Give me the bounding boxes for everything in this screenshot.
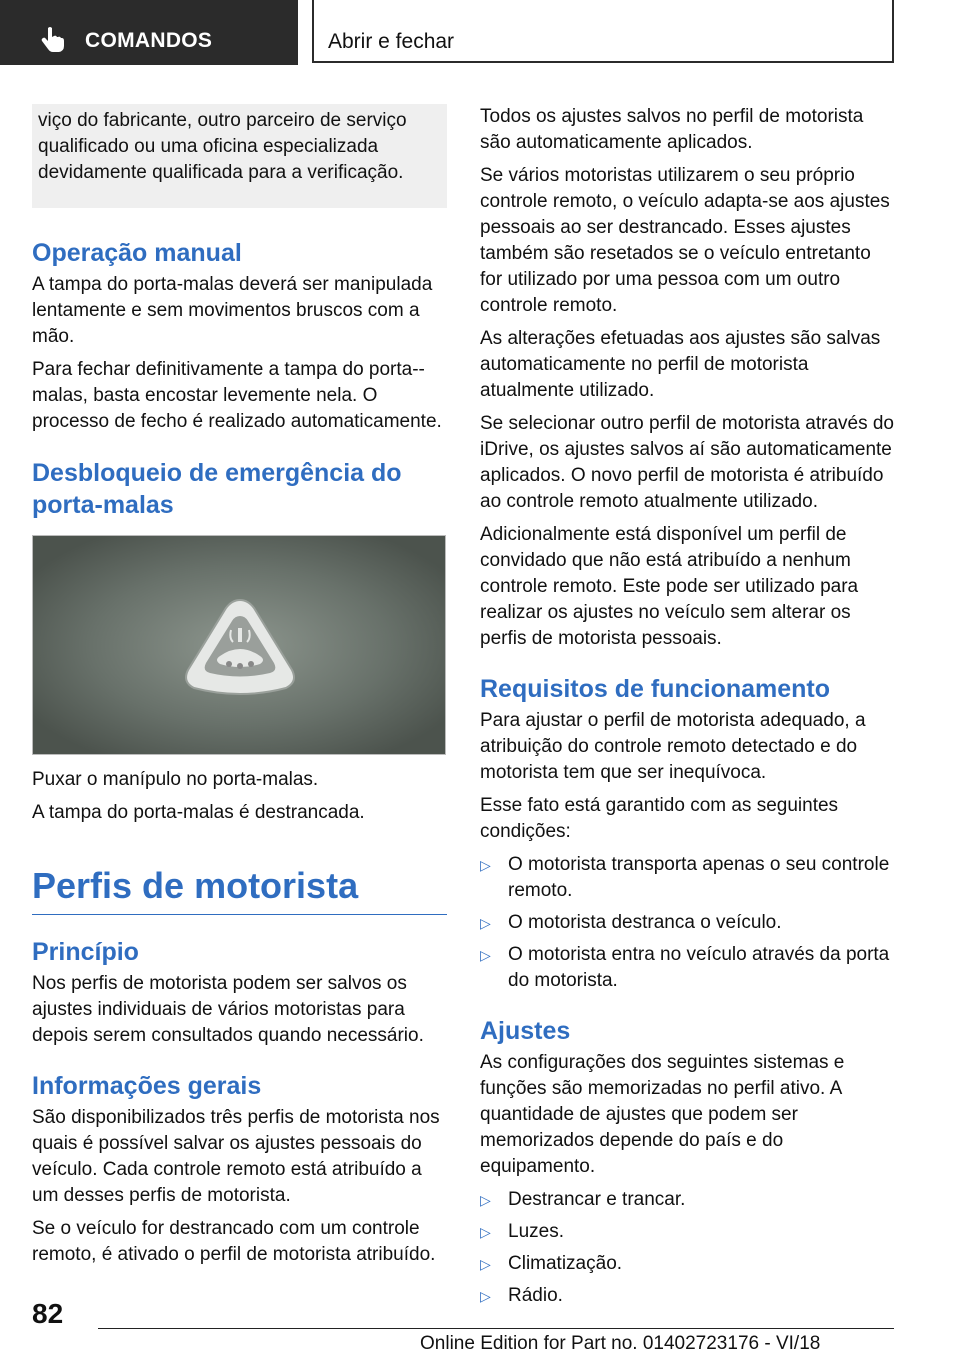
- paragraph: A tampa do porta-malas deverá ser manipulada lentamente e sem movimentos bruscos com a mão.: [32, 274, 433, 347]
- paragraph: Se vários motoristas utilizarem o seu próprio controle remoto, o veículo adapta-se aos ajustes pessoais ao ser destrancado. Esses ajustes também são resetados se o veículo entretanto for utilizado por uma pessoa com um outro controle remoto.: [480, 165, 890, 316]
- paragraph: Se selecionar outro perfil de motorista através do iDrive, os ajustes salvos aí são automaticamente aplicados. O novo perfil de motorista é atribuído ao controle remoto atualmente utilizado.: [480, 413, 894, 512]
- section-label: COMANDOS: [85, 29, 213, 52]
- note-text: viço do fabricante, outro parceiro de serviço qualificado ou uma oficina especializada devidamente qualificada para a verificação.: [38, 110, 407, 183]
- list-item-text: Luzes.: [508, 1221, 564, 1242]
- list-item: [480, 910, 895, 936]
- page-number: 82: [32, 1298, 64, 1329]
- emergency-release-heading: Desbloqueio de emergência do porta-malas: [32, 459, 402, 519]
- paragraph: A tampa do porta-malas é destrancada.: [32, 802, 365, 823]
- list-item: [480, 942, 895, 994]
- paragraph: Se o veículo for destrancado com um controle remoto, é ativado o perfil de motorista atribuído.: [32, 1218, 436, 1265]
- list-item: [480, 1219, 895, 1245]
- paragraph: São disponibilizados três perfis de motorista nos quais é possível salvar os ajustes pessoais do veículo. Cada controle remoto está atribuído a um desses perfis de motorista.: [32, 1107, 440, 1206]
- triangle-bullet-icon: ▷: [480, 1256, 491, 1272]
- triangle-bullet-icon: ▷: [480, 857, 491, 873]
- list-item: [480, 1283, 895, 1309]
- left-column: [32, 104, 447, 1275]
- paragraph: As configurações dos seguintes sistemas e funções são memorizadas no perfil ativo. A quantidade de ajustes que podem ser memorizados depende do país e do equipamento.: [480, 1052, 845, 1177]
- hand-pointer-icon: [40, 26, 64, 52]
- paragraph: Adicionalmente está disponível um perfil de convidado que não está atribuído a nenhum controle remoto. Este pode ser utilizado para realizar os ajustes no veículo sem alterar os perfis de motorista pessoais.: [480, 524, 859, 649]
- requirements-list: [480, 852, 895, 994]
- list-item-text: Climatização.: [508, 1253, 623, 1274]
- chapter-heading-block: [32, 866, 447, 915]
- triangle-bullet-icon: ▷: [480, 1288, 491, 1304]
- emergency-handle-icon: [33, 536, 446, 755]
- paragraph: Para fechar definitivamente a tampa do porta--malas, basta encostar levemente nela. O processo de fecho é realizado automaticamente.: [32, 359, 442, 432]
- triangle-bullet-icon: ▷: [480, 1192, 491, 1208]
- list-item-text: O motorista entra no veículo através da porta do motorista.: [508, 944, 890, 991]
- settings-list: [480, 1187, 895, 1309]
- list-item-text: O motorista destranca o veículo.: [508, 912, 782, 933]
- triangle-bullet-icon: ▷: [480, 915, 491, 931]
- triangle-bullet-icon: ▷: [480, 947, 491, 963]
- paragraph: Todos os ajustes salvos no perfil de motorista são automaticamente aplicados.: [480, 106, 864, 153]
- list-item: [480, 852, 895, 904]
- list-item-text: O motorista transporta apenas o seu controle remoto.: [508, 854, 890, 901]
- list-item: [480, 1251, 895, 1277]
- paragraph: Nos perfis de motorista podem ser salvos os ajustes individuais de vários motoristas para depois serem consultados quando necessário.: [32, 973, 424, 1046]
- footer-divider: [98, 1328, 894, 1329]
- driver-profiles-heading: Perfis de motorista: [32, 865, 359, 906]
- paragraph: Puxar o manípulo no porta-malas.: [32, 769, 319, 790]
- chapter-tab: [312, 0, 894, 63]
- list-item-text: Rádio.: [508, 1285, 563, 1306]
- manual-operation-heading: Operação manual: [32, 239, 242, 267]
- edition-footer: Online Edition for Part no. 01402723176 - VI/18: [420, 1333, 821, 1354]
- chapter-label: Abrir e fechar: [328, 30, 455, 53]
- list-item: [480, 1187, 895, 1213]
- paragraph: Esse fato está garantido com as seguintes condições:: [480, 795, 839, 842]
- paragraph: Para ajustar o perfil de motorista adequado, a atribuição do controle remoto detectado e do motorista tem que ser inequívoca.: [480, 710, 866, 783]
- settings-heading: Ajustes: [480, 1017, 571, 1045]
- general-info-heading: Informações gerais: [32, 1072, 262, 1100]
- requirements-heading: Requisitos de funcionamento: [480, 675, 831, 703]
- paragraph: As alterações efetuadas aos ajustes são salvas automaticamente no perfil de motorista atualmente utilizado.: [480, 328, 881, 401]
- trunk-release-handle-image: [32, 535, 446, 755]
- principle-heading: Princípio: [32, 938, 139, 966]
- triangle-bullet-icon: ▷: [480, 1224, 491, 1240]
- list-item-text: Destrancar e trancar.: [508, 1189, 686, 1210]
- right-column: [480, 104, 895, 1317]
- note-box: [32, 104, 447, 208]
- section-tab: [0, 0, 298, 65]
